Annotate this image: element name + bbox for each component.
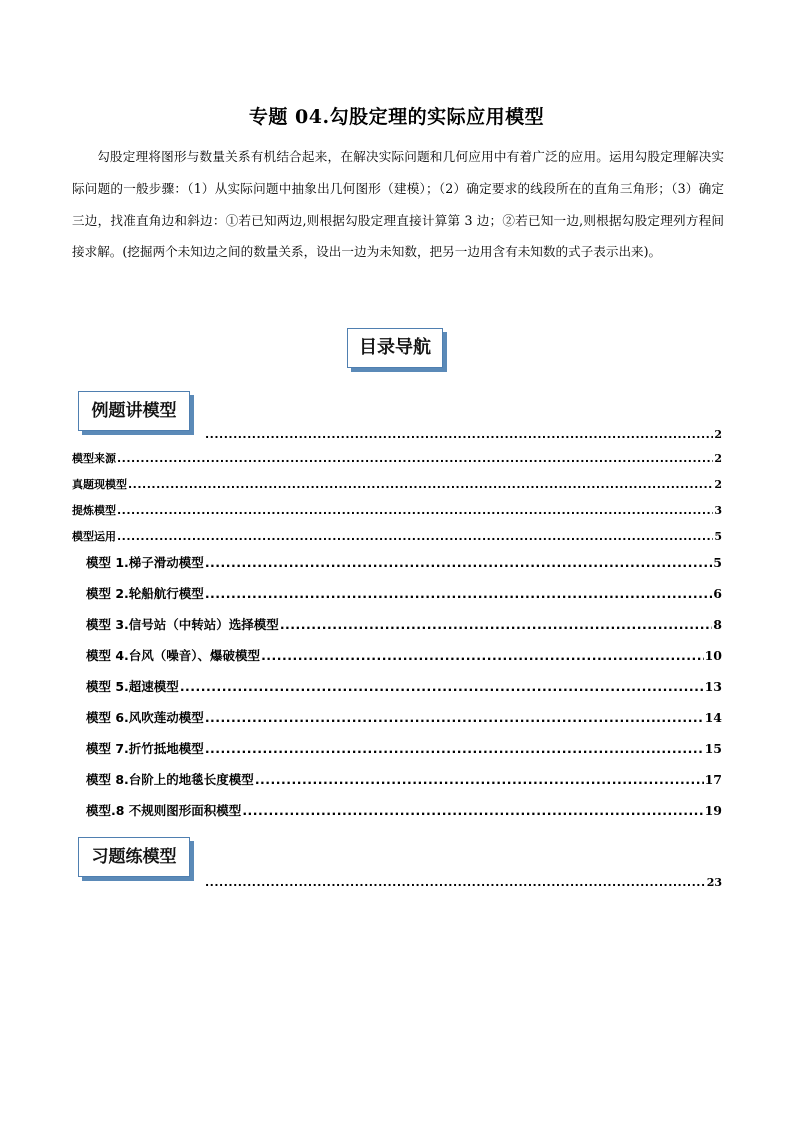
toc-entry-label: 模型 8.台阶上的地毯长度模型 <box>86 772 254 787</box>
toc-entry-model-7[interactable] <box>86 741 722 757</box>
toc-page-number: 15 <box>704 741 722 756</box>
toc-entry-exercises[interactable] <box>204 876 722 890</box>
toc-page-number: 13 <box>704 679 722 694</box>
page-title: 专题 04.勾股定理的实际应用模型 <box>248 106 545 128</box>
toc-entry-label: 模型 6.风吹莲动模型 <box>86 710 204 725</box>
toc-entry-label: 模型 7.折竹抵地模型 <box>86 741 204 756</box>
toc-page-number: 6 <box>713 586 722 601</box>
toc-entry-label: 模型.8 不规则图形面积模型 <box>86 803 242 818</box>
toc-entry-refine-model[interactable] <box>72 504 722 518</box>
toc-page-number: 23 <box>706 876 722 889</box>
toc-entry-model-2[interactable] <box>86 586 722 602</box>
toc-heading-box: 目录导航 <box>347 328 443 368</box>
toc-entry-label: 模型 5.超速模型 <box>86 679 179 694</box>
dot-leader <box>261 648 704 664</box>
toc-entry-label: 提炼模型 <box>72 504 116 517</box>
toc-page-number: 19 <box>704 803 722 818</box>
toc-entry-label: 模型 4.台风（噪音）、爆破模型 <box>86 648 261 663</box>
toc-entry-model-5[interactable] <box>86 679 722 695</box>
toc-page-number: 2 <box>714 478 722 491</box>
dot-leader <box>205 710 704 726</box>
dot-leader <box>205 428 713 442</box>
section-exercises-heading: 习题练模型 <box>78 837 190 877</box>
dot-leader <box>180 679 704 695</box>
dot-leader <box>117 530 713 544</box>
toc-entry-label: 模型 1.梯子滑动模型 <box>86 555 204 570</box>
intro-paragraph: 勾股定理将图形与数量关系有机结合起来，在解决实际问题和几何应用中有着广泛的应用。运用勾股定理解决实际问题的一般步骤：（1）从实际问题中抽象出几何图形（建模）；（2）确定要求的线段所在的直角三角形；（3）确定三边，找准直角边和斜边：①若已知两边,则根据勾股定理直接计算第 3 边；②若已知一边,则根据勾股定理列方程间接求解。(挖掘两个未知边之间的数量关系，设出一边为未知数，把另一边用含有未知数的式子表示出来)。 <box>72 149 724 260</box>
section-examples-heading: 例题讲模型 <box>78 391 190 431</box>
toc-page-number: 5 <box>713 555 722 570</box>
toc-entry-model-source[interactable] <box>72 452 722 466</box>
toc-entry-model-8[interactable] <box>86 772 722 788</box>
toc-page-number: 10 <box>704 648 722 663</box>
toc-entry-model-1[interactable] <box>86 555 722 571</box>
dot-leader <box>280 617 712 633</box>
toc-page-number: 8 <box>713 617 722 632</box>
dot-leader <box>117 504 713 518</box>
toc-page-number: 2 <box>714 452 722 465</box>
toc-entry-label: 真题现模型 <box>72 478 127 491</box>
toc-entry-model-6[interactable] <box>86 710 722 726</box>
dot-leader <box>242 803 703 819</box>
toc-entry-model-application[interactable] <box>72 530 722 544</box>
toc-page-number: 3 <box>714 504 722 517</box>
toc-page-number: 2 <box>714 428 722 441</box>
toc-entry-model-3[interactable] <box>86 617 722 633</box>
toc-entry-label: 模型运用 <box>72 530 116 543</box>
toc-entry-examples[interactable] <box>204 428 722 442</box>
toc-entry-label: 模型 3.信号站（中转站）选择模型 <box>86 617 279 632</box>
toc-entry-label: 模型来源 <box>72 452 116 465</box>
dot-leader <box>205 586 712 602</box>
toc-entry-label: 模型 2.轮船航行模型 <box>86 586 204 601</box>
dot-leader <box>205 555 712 571</box>
toc-entry-real-exam[interactable] <box>72 478 722 492</box>
toc-entry-model-4[interactable] <box>86 648 722 664</box>
toc-entry-model-9[interactable] <box>86 803 722 819</box>
toc-page-number: 5 <box>714 530 722 543</box>
dot-leader <box>205 741 704 757</box>
dot-leader <box>205 876 706 890</box>
toc-page-number: 14 <box>704 710 722 725</box>
dot-leader <box>255 772 704 788</box>
dot-leader <box>117 452 713 466</box>
toc-page-number: 17 <box>704 772 722 787</box>
dot-leader <box>128 478 713 492</box>
